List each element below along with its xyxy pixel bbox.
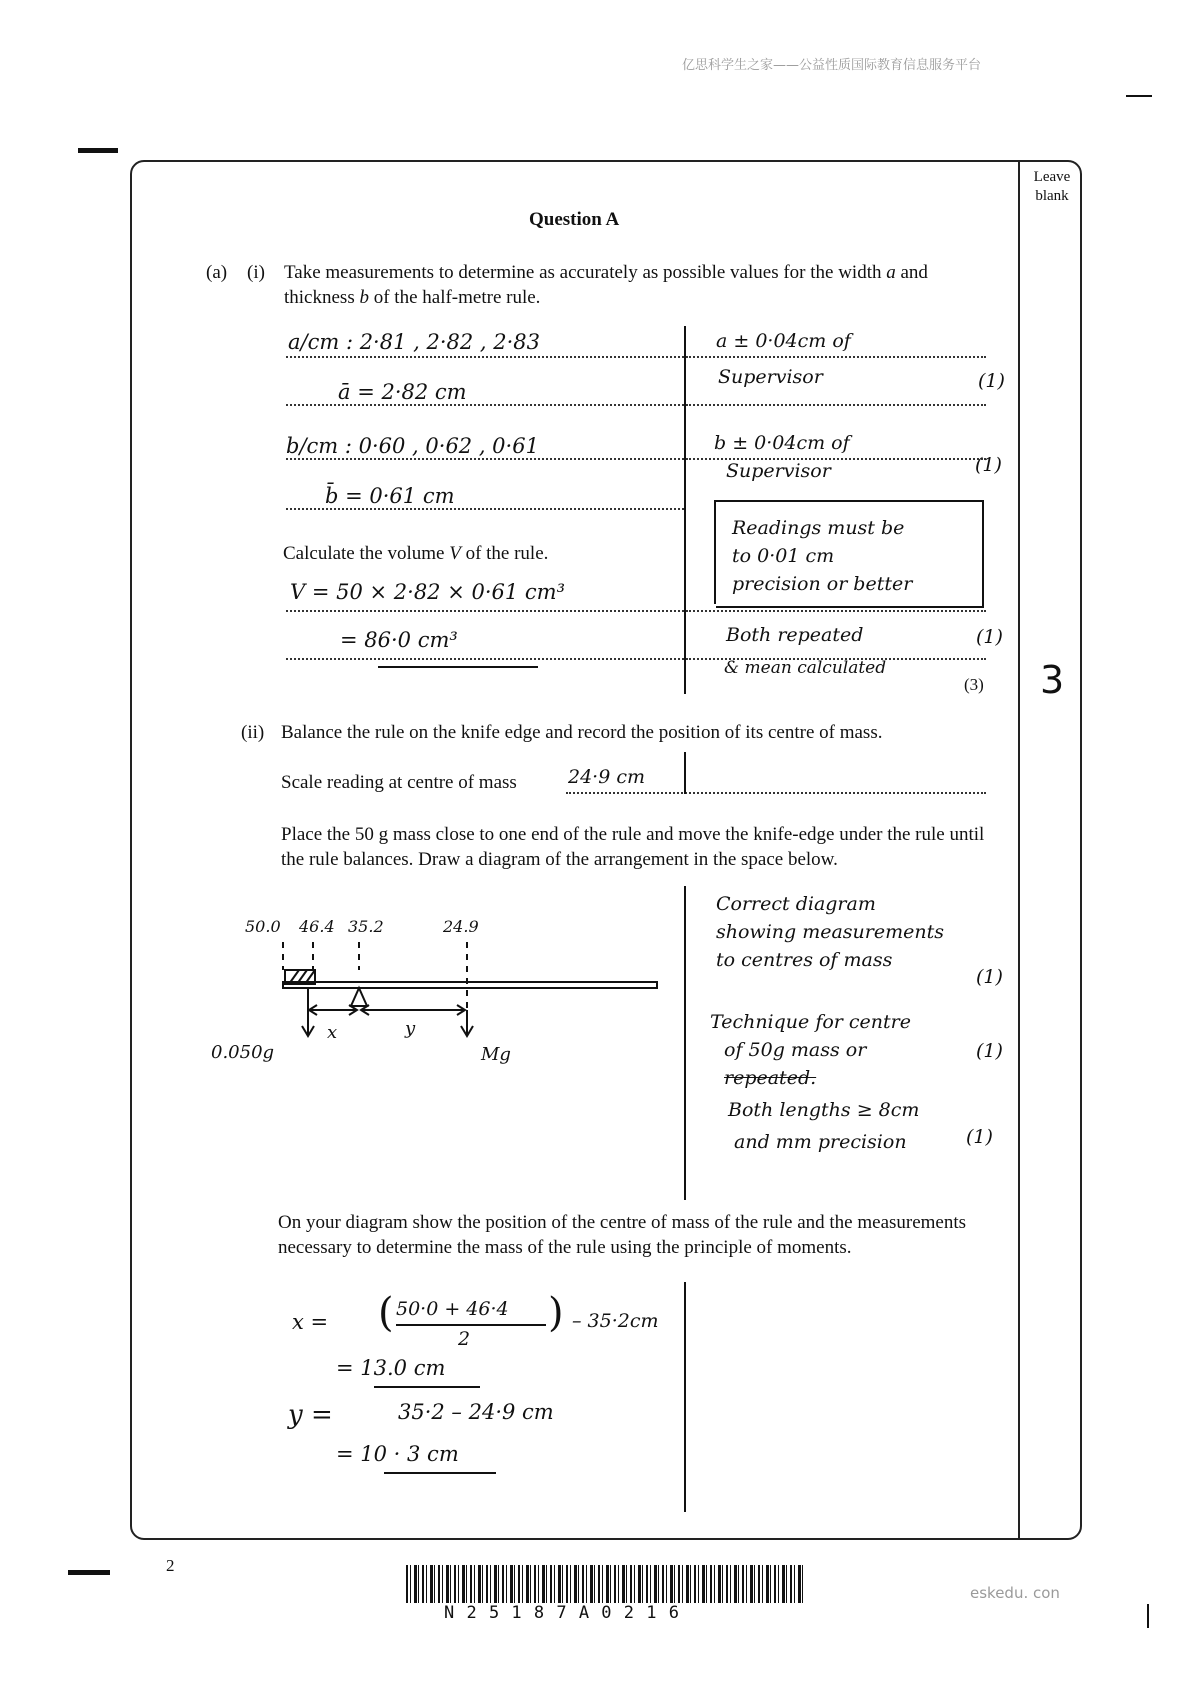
answer-volume-calc: V = 50 × 2·82 × 0·61 cm³ xyxy=(290,580,566,604)
watermark-top: 亿思科学生之家——公益性质国际教育信息服务平台 xyxy=(682,58,982,73)
instruction-a-i: Take measurements to determine as accurately as possible values for the width a and thickness b of the half-metre rule. xyxy=(284,262,928,308)
calc-x-numerator: 50·0 + 46·4 xyxy=(396,1298,509,1320)
mark-lengths-score: (1) xyxy=(966,1126,993,1148)
volume-prompt: Calculate the volume V of the rule. xyxy=(283,543,549,564)
mark-both-repeated: Both repeated xyxy=(726,624,864,646)
calc-y-result: = 10 · 3 cm xyxy=(336,1442,459,1466)
calc-y-label: y = xyxy=(288,1400,333,1430)
mark-b: b ± 0·04cm of xyxy=(714,432,850,454)
diagram-mg-label: Mg xyxy=(481,1044,511,1065)
page-number: 2 xyxy=(166,1556,175,1575)
half-metre-rule xyxy=(283,982,657,988)
calc-x-rest: – 35·2cm xyxy=(572,1310,659,1332)
mark-a-score: (1) xyxy=(978,370,1005,392)
instruction-balance: Place the 50 g mass close to one end of the rule and move the knife-edge under the rule until the rule balances. Draw a diagram of the arrangement in the space below. xyxy=(281,824,985,870)
diagram-mass-left-label: 0.050g xyxy=(211,1042,275,1063)
total-marks-a: (3) xyxy=(964,675,984,694)
balance-diagram xyxy=(205,910,665,1080)
mark-a-supervisor: Supervisor xyxy=(718,366,823,388)
diagram-label-24: 24.9 xyxy=(443,917,479,936)
barcode-text: N 2 5 1 8 7 A 0 2 1 6 xyxy=(444,1603,680,1623)
mark-lengths-text: Both lengths ≥ 8cm and mm precision xyxy=(728,1099,920,1153)
diagram-y-label: y xyxy=(405,1018,416,1039)
mark-a: a ± 0·04cm of xyxy=(716,330,851,352)
label-ii: (ii) xyxy=(241,722,265,743)
label-a: (a) xyxy=(206,262,228,283)
answer-b-readings: b/cm : 0·60 , 0·62 , 0·61 xyxy=(286,434,539,458)
mark-technique-text: Technique for centre of 50g mass or repeated. xyxy=(710,1011,911,1089)
diagram-x-label: x xyxy=(327,1022,338,1043)
label-i: (i) xyxy=(247,262,265,283)
calc-x-label: x = xyxy=(292,1310,329,1334)
calc-y-expression: 35·2 – 24·9 cm xyxy=(398,1400,554,1424)
mark-b-supervisor: Supervisor xyxy=(726,460,831,482)
diagram-label-50: 50.0 xyxy=(245,917,281,936)
watermark-bottom: eskedu. con xyxy=(970,1584,1060,1602)
instruction-moments: On your diagram show the position of the centre of mass of the rule and the measurements necessary to determine the mass of the rule using the principle of moments. xyxy=(278,1212,967,1258)
answer-a-mean: ā = 2·82 cm xyxy=(338,380,467,404)
scale-divider xyxy=(684,752,686,794)
calc-divider xyxy=(684,1282,686,1512)
mark-diagram-text: Correct diagram showing measurements to centres of mass xyxy=(716,893,944,971)
diagram-divider xyxy=(684,886,686,1200)
question-title: Question A xyxy=(529,209,620,230)
diagram-label-46: 46.4 xyxy=(299,917,335,936)
mark-box-text: Readings must be to 0·01 cm precision or better xyxy=(732,517,913,595)
mark-both-score: (1) xyxy=(976,626,1003,648)
barcode xyxy=(406,1565,804,1603)
calc-x-denominator: 2 xyxy=(458,1328,471,1350)
knife-edge xyxy=(351,988,367,1006)
mark-b-score: (1) xyxy=(975,454,1002,476)
scale-value: 24·9 cm xyxy=(568,766,646,788)
scan-mark-right xyxy=(1126,95,1152,97)
scan-mark-bottom-right xyxy=(1147,1604,1149,1628)
instruction-a-ii: Balance the rule on the knife edge and record the position of its centre of mass. xyxy=(281,722,883,743)
leave-blank-divider xyxy=(1018,161,1020,1539)
answer-volume-result: = 86·0 cm³ xyxy=(340,628,458,652)
mark-diagram-score: (1) xyxy=(976,966,1003,988)
answer-a-readings: a/cm : 2·81 , 2·82 , 2·83 xyxy=(288,330,541,354)
registration-mark-top xyxy=(78,148,118,153)
volume-underline xyxy=(378,666,538,668)
calc-x-result: = 13.0 cm xyxy=(336,1356,446,1380)
leave-blank-label: Leave blank xyxy=(1033,169,1071,204)
answer-b-mean: b̄ = 0·61 cm xyxy=(325,484,455,508)
diagram-label-35: 35.2 xyxy=(348,917,384,936)
mark-mean-calculated: & mean calculated xyxy=(724,658,887,678)
leave-blank-score: 3 xyxy=(1040,658,1065,702)
registration-mark-bottom xyxy=(68,1570,110,1575)
answer-divider-a xyxy=(684,326,686,694)
mark-technique-score: (1) xyxy=(976,1040,1003,1062)
scale-label: Scale reading at centre of mass xyxy=(281,772,517,793)
